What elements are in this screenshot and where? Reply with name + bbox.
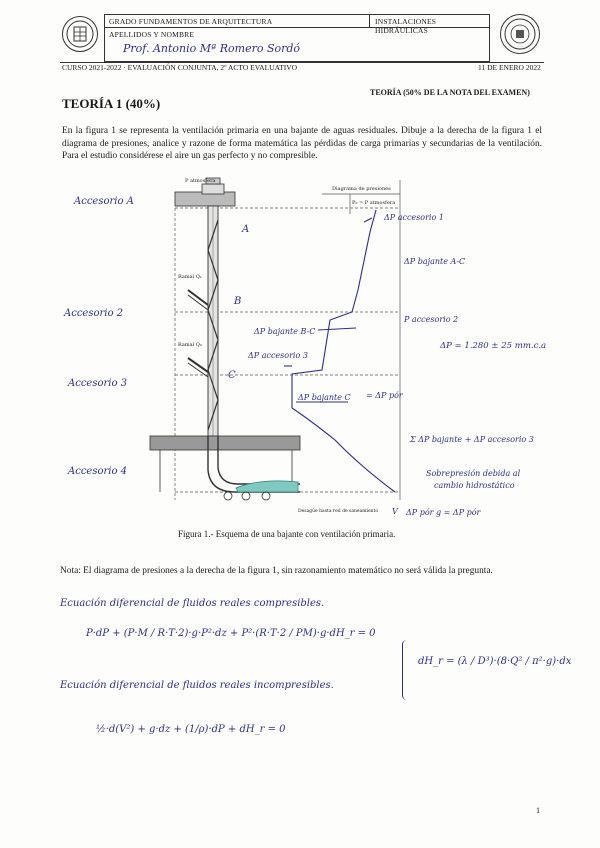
figure-caption: Figura 1.- Esquema de una bajante con ventilación primaria.: [178, 529, 396, 539]
course-title: GRADO FUNDAMENTOS DE ARQUITECTURA: [109, 17, 273, 26]
student-name: Prof. Antonio Mª Romero Sordó: [123, 42, 301, 55]
branch-ramal-1: [188, 290, 208, 310]
hw-dp-bajante-c: ΔP bajante C: [298, 393, 351, 402]
hw-accesorio-3: Accesorio 3: [68, 378, 128, 389]
question-statement: En la figura 1 se representa la ventilación primaria en una bajante de aguas residuales. Dibuje a la derecha de la figura 1 el diagrama de presiones, analice y razone de forma matemática las pérdidas de carga primarias y secundarias de la ventilación. Para el estudio considérese el aire un gas perfecto y no compresible.: [62, 126, 542, 162]
exam-date: 11 DE ENERO 2022: [478, 63, 541, 72]
figure-1: [60, 170, 580, 530]
answer-line-2: Ecuación diferencial de fluidos reales incompresibles.: [60, 680, 334, 691]
hw-p-accesorio-2: P accesorio 2: [404, 315, 459, 324]
seal-emblem-icon: [63, 17, 97, 51]
hw-sum-dp: Σ ΔP bajante + ΔP accesorio 3: [410, 435, 534, 444]
header-box: [104, 14, 490, 62]
label-ramal-1: Ramal Q₁: [178, 274, 202, 280]
label-p-sal: P₀ = P atmosfera: [352, 200, 396, 206]
weight-note: TEORÍA (50% DE LA NOTA DEL EXAMEN): [370, 88, 530, 97]
hw-dp-bajante-ac: ΔP bajante A-C: [404, 257, 466, 266]
hw-overpressure-2: cambio hidrostático: [434, 481, 515, 490]
exam-session: CURSO 2021-2022 · EVALUACIÓN CONJUNTA, 2º ACTO EVALUATIVO: [62, 63, 298, 72]
hw-point-c: C: [228, 370, 236, 381]
branch-ramal-2: [188, 358, 208, 377]
hw-accesorio-4: Accesorio 4: [68, 466, 128, 477]
label-ramal-2: Ramal Q₂: [178, 342, 202, 348]
university-seal-right: [500, 14, 540, 54]
answer-eq-side: dH_r = (λ / D³)·(8·Q² / π²·g)·dx: [418, 656, 572, 667]
answer-line-1: Ecuación diferencial de fluidos reales compresibles.: [60, 598, 325, 609]
hw-dp-accesorio-3: ΔP accesorio 3: [248, 351, 308, 360]
note: Nota: El diagrama de presiones a la derecha de la figura 1, sin razonamiento matemático no será válida la pregunta.: [60, 566, 493, 576]
label-p-atm: P atmosfera: [185, 178, 216, 184]
hw-dp-bajante-bc: ΔP bajante B-C: [254, 327, 316, 336]
hw-overpressure-1: Sobrepresión debida al: [426, 469, 521, 478]
seal-emblem-icon: [501, 15, 539, 53]
answer-eq-2: ½·d(V²) + g·dz + (1/ρ)·dP + dH_r = 0: [96, 724, 286, 735]
subject-title: INSTALACIONES HIDRÁULICAS: [375, 17, 437, 35]
hw-accesorio-2: Accesorio 2: [64, 308, 124, 319]
label-bottom: Desagüe hasta red de saneamiento: [298, 509, 379, 514]
floor-slab: [150, 436, 300, 450]
hw-point-b: B: [234, 296, 242, 307]
sewer-water: [236, 481, 298, 492]
bracket: [402, 640, 411, 700]
hw-dp-accesorio-1: ΔP accesorio 1: [384, 213, 444, 222]
hw-dp-value: ΔP = 1.280 ± 25 mm.c.a: [440, 341, 547, 351]
hw-dp-por: = ΔP pór: [366, 391, 403, 400]
hw-v-mark: V: [392, 507, 398, 516]
section-title: TEORÍA 1 (40%): [62, 96, 161, 111]
university-seal-left: [62, 16, 98, 52]
name-label: APELLIDOS Y NOMBRE: [109, 30, 195, 39]
page-number: 1: [536, 806, 540, 815]
label-pressure-diagram: Diagrama de presiones: [332, 186, 391, 192]
hw-point-a: A: [242, 224, 250, 235]
hw-dp-por-g: ΔP pór g = ΔP pór: [406, 508, 481, 517]
hw-accesorio-a: Accesorio A: [74, 196, 134, 207]
answer-eq-1: P·dP + (P·M / R·T·2)·g·P²·dz + P²·(R·T·2 / PM)·g·dH_r = 0: [86, 628, 376, 639]
vertical-stack-pipe: [208, 206, 218, 436]
